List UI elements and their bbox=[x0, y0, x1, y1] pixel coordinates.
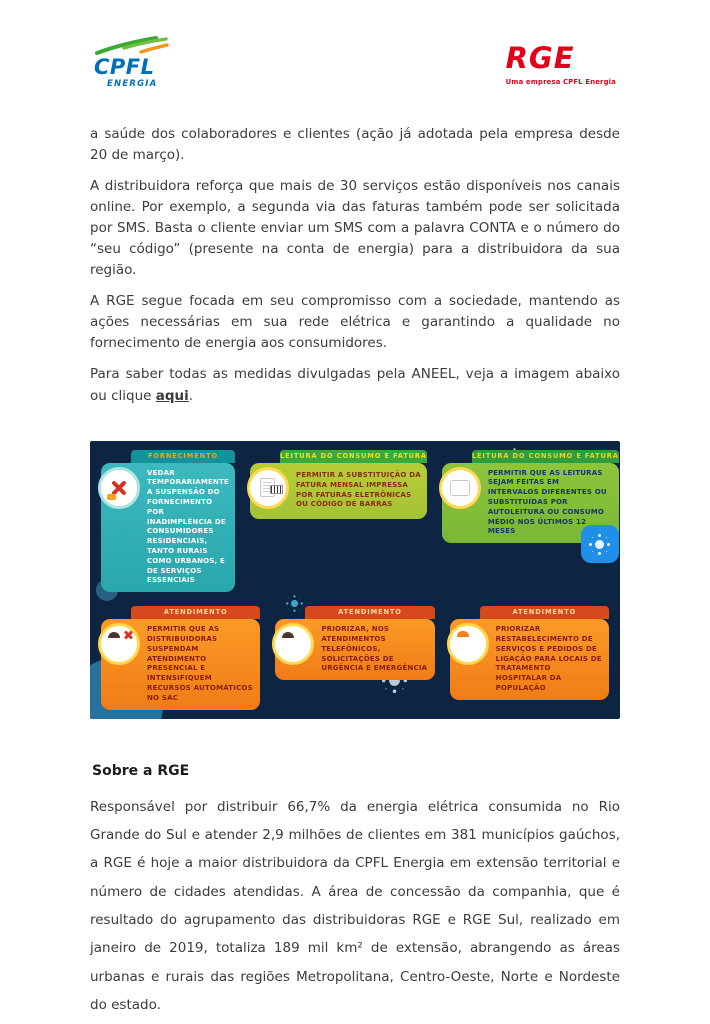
virus-badge-icon bbox=[581, 525, 619, 563]
card-text: PERMITIR A SUBSTITUIÇÃO DA FATURA MENSAL IMPRESSA POR FATURAS ELETRÔNICAS OU CÓDIGO DE BARRAS bbox=[295, 470, 421, 509]
card-text: PRIORIZAR RESTABELECIMENTO DE SERVIÇOS E PEDIDOS DE LIGAÇÃO PARA LOCAIS DE TRATAMENTO HOSPITALAR DA POPULAÇÃO bbox=[495, 625, 602, 692]
infographic-card bbox=[101, 450, 235, 593]
infographic-card bbox=[250, 450, 427, 593]
infographic-card bbox=[275, 606, 434, 709]
paragraph-online-services: A distribuidora reforça que mais de 30 serviços estão disponíveis nos canais online. Por exemplo, a segunda via das faturas também pode ser solicitada por SMS. Basta o cliente enviar um SMS com a palavra CONTA e o número do “seu código” (presente na conta de energia) para a distribuidora da sua região. bbox=[90, 178, 620, 279]
paragraph-commitment: A RGE segue focada em seu compromisso com a sociedade, mantendo as ações necessárias em sua rede elétrica e garantindo a qualidade no fornecimento de energia aos consumidores. bbox=[90, 293, 620, 352]
paragraph-aneel-text: Para saber todas as medidas divulgadas pela ANEEL, veja a imagem abaixo ou clique bbox=[90, 366, 620, 404]
infographic-card bbox=[101, 606, 260, 709]
card-category: ATENDIMENTO bbox=[480, 606, 609, 619]
aqui-link[interactable]: aqui bbox=[155, 387, 189, 404]
calendar-icon bbox=[439, 467, 481, 509]
rge-logo bbox=[505, 41, 616, 86]
document-header bbox=[90, 36, 620, 102]
infographic-row-2 bbox=[101, 606, 609, 709]
virus-icon bbox=[595, 540, 604, 549]
infographic-row-1 bbox=[101, 450, 619, 593]
card-text: PERMITIR QUE AS DISTRIBUIDORAS SUSPENDAM ATENDIMENTO PRESENCIAL E INTENSIFIQUEM RECURSOS AUTOMÁTICOS NO SAC bbox=[147, 625, 253, 702]
infographic-card bbox=[450, 606, 609, 709]
about-paragraph: Responsável por distribuir 66,7% da energia elétrica consumida no Rio Grande do Sul e atender 2,9 milhões de clientes em 381 municípios gaúchos, a RGE é hoje a maior distribuidora da CPFL Energia em extensão territorial e número de cidades atendidas. A área de concessão da companhia, que é resultado do agrupamento das distribuidoras RGE e RGE Sul, realizado em janeiro de 2019, totaliza 189 mil km² de extensão, abrangendo as áreas urbanas e rurais das regiões Metropolitana, Centro-Oeste, Norte e Nordeste do estado. bbox=[90, 798, 620, 1013]
infographic-card-grid bbox=[90, 441, 620, 719]
paragraph-health: a saúde dos colaboradores e clientes (ação já adotada pela empresa desde 20 de março). bbox=[90, 126, 620, 164]
card-category: FORNECIMENTO bbox=[131, 450, 235, 463]
plug-x-icon bbox=[98, 467, 140, 509]
person-x-icon bbox=[98, 623, 140, 665]
card-text: VEDAR TEMPORARIAMENTE A SUSPENSÃO DO FORNECIMENTO POR INADIMPLÊNCIA DE CONSUMIDORES RESIDENCIAIS, TANTO RURAIS COMO URBANOS, E DE SERVIÇOS ESSENCIAIS bbox=[147, 468, 229, 585]
document-page bbox=[90, 0, 620, 1019]
cpfl-swoosh-icon bbox=[94, 36, 170, 56]
card-category: LEITURA DO CONSUMO E FATURA bbox=[280, 450, 427, 463]
rge-logo-text: RGE bbox=[505, 41, 575, 75]
cpfl-logo-text: CPFL bbox=[94, 55, 155, 79]
rge-logo-tagline: Uma empresa CPFL Energia bbox=[505, 78, 616, 86]
about-heading: Sobre a RGE bbox=[92, 762, 190, 779]
worker-icon bbox=[447, 623, 489, 665]
cpfl-energia-logo bbox=[94, 36, 180, 89]
infographic-card bbox=[442, 450, 619, 593]
card-category: ATENDIMENTO bbox=[131, 606, 260, 619]
cpfl-logo-subtitle: ENERGIA bbox=[107, 79, 158, 89]
card-category: ATENDIMENTO bbox=[305, 606, 434, 619]
card-category: LEITURA DO CONSUMO E FATURA bbox=[472, 450, 619, 463]
invoice-barcode-icon bbox=[247, 467, 289, 509]
card-text: PERMITIR QUE AS LEITURAS SEJAM FEITAS EM INTERVALOS DIFERENTES OU SUBSTITUÍDAS POR AUTOLEITURA OU CONSUMO MÉDIO NOS ÚLTIMOS 12 MESES bbox=[487, 468, 607, 536]
paragraph-aneel-period: . bbox=[188, 387, 194, 404]
aneel-measures-infographic bbox=[90, 441, 620, 719]
paragraph-aneel bbox=[90, 364, 620, 406]
card-text: PRIORIZAR, NOS ATENDIMENTOS TELEFÔNICOS, SOLICITAÇÕES DE URGÊNCIA E EMERGÊNCIA bbox=[321, 625, 428, 673]
